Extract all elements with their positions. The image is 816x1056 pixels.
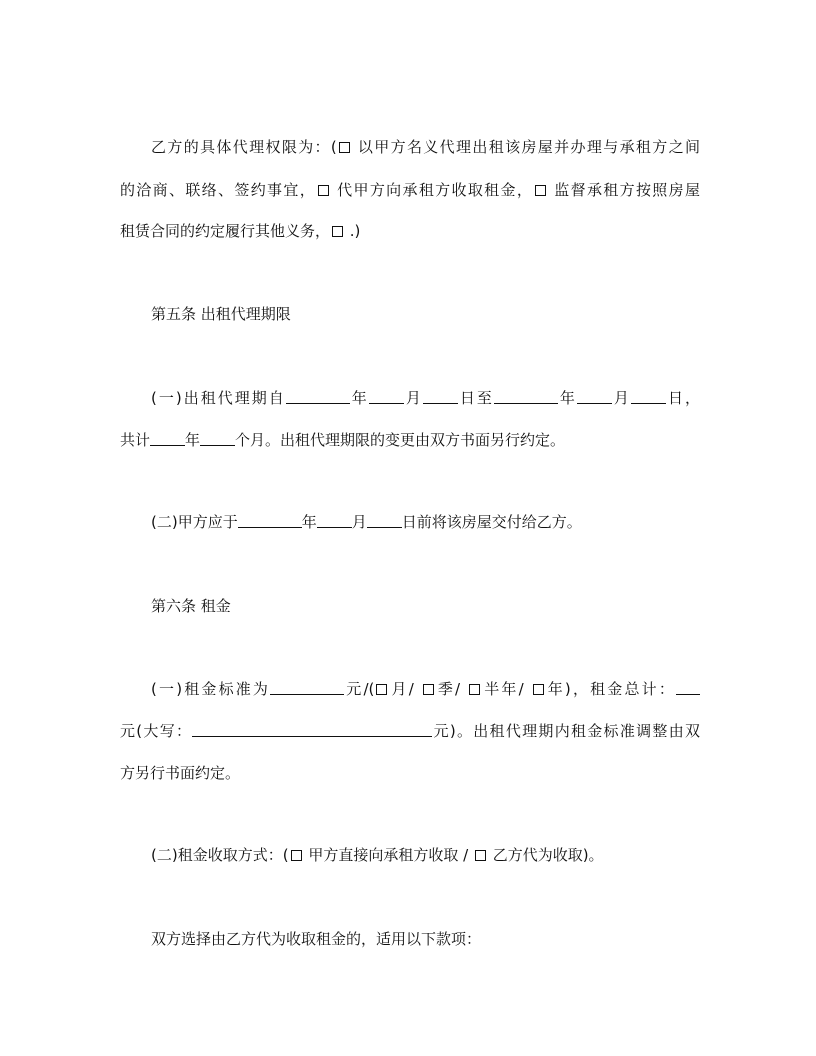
article-5-p1-line-1 [151, 388, 700, 408]
clause-text: (二)租金收取方式：( [151, 846, 289, 864]
blank-field[interactable] [200, 430, 235, 446]
checkbox-icon[interactable] [291, 850, 302, 861]
article-5-p1-line-2 [120, 430, 700, 450]
clause-text: 年 [557, 389, 577, 407]
clause-text: 共计 [120, 431, 151, 449]
authority-text: .) [345, 222, 361, 240]
clause-text: 元)。出租代理期内租金标准调整由双 [432, 722, 700, 740]
blank-field[interactable] [270, 679, 344, 695]
clause-text: 乙方代为收取)。 [487, 846, 604, 864]
blank-field[interactable] [286, 388, 350, 404]
clause-text: 日前将该房屋交付给乙方。 [401, 513, 582, 531]
blank-field[interactable] [577, 388, 612, 404]
article-5-heading: 第五条 出租代理期限 [151, 305, 291, 323]
blank-field[interactable] [150, 430, 185, 446]
blank-field[interactable] [317, 512, 352, 528]
clause-text: 元/( [344, 680, 375, 698]
clause-text: 年 [185, 431, 201, 449]
checkbox-icon[interactable] [475, 850, 486, 861]
article-6-p1-line-2 [120, 721, 700, 741]
blank-field[interactable] [631, 388, 666, 404]
clause-text: 日至 [457, 389, 494, 407]
clause-text: 月/ [389, 680, 421, 698]
article-6-p1-line-1 [151, 679, 700, 699]
clause-text: 元(大写： [120, 722, 193, 740]
checkbox-icon[interactable] [469, 684, 480, 695]
checkbox-icon[interactable] [535, 185, 546, 196]
blank-field[interactable] [369, 388, 404, 404]
clause-text: 年)，租金总计： [545, 680, 676, 698]
authority-line-2 [120, 180, 700, 200]
checkbox-icon[interactable] [376, 684, 387, 695]
clause-text: 季/ [435, 680, 468, 698]
clause-text: 月 [351, 513, 367, 531]
blank-field[interactable] [367, 512, 402, 528]
checkbox-icon[interactable] [318, 185, 329, 196]
article-5-p2 [151, 512, 700, 532]
blank-field[interactable] [676, 679, 700, 695]
authority-line-1 [151, 137, 700, 157]
clause-text: (一)出租代理期自 [151, 389, 286, 407]
clause-text: 年 [301, 513, 317, 531]
article-6-heading: 第六条 租金 [151, 597, 231, 615]
authority-text: 以甲方名义代理出租该房屋并办理与承租方之间 [351, 138, 700, 156]
checkbox-icon[interactable] [423, 684, 434, 695]
checkbox-icon[interactable] [332, 226, 343, 237]
clause-text: 日， [665, 389, 700, 407]
checkbox-icon[interactable] [533, 684, 544, 695]
clause-text: 月 [403, 389, 423, 407]
authority-text: 乙方的具体代理权限为：( [151, 138, 337, 156]
blank-field[interactable] [238, 512, 302, 528]
clause-text: 月 [611, 389, 631, 407]
article-6-p3: 双方选择由乙方代为收取租金的，适用以下款项： [151, 930, 482, 948]
blank-field[interactable] [192, 721, 432, 737]
authority-text: 租赁合同的约定履行其他义务， [120, 222, 331, 240]
clause-text: (一)租金标准为 [151, 680, 271, 698]
clause-text: 年 [349, 389, 369, 407]
blank-field[interactable] [494, 388, 558, 404]
authority-text: 代甲方向承租方收取租金， [331, 181, 534, 199]
authority-text: 监督承租方按照房屋 [548, 181, 700, 199]
clause-text: 个月。出租代理期限的变更由双方书面另行约定。 [235, 431, 566, 449]
article-6-p1-line-3: 方另行书面约定。 [120, 764, 241, 782]
clause-text: 甲方直接向承租方收取 / [303, 846, 473, 864]
checkbox-icon[interactable] [339, 142, 350, 153]
blank-field[interactable] [423, 388, 458, 404]
clause-text: 半年/ [482, 680, 531, 698]
clause-text: (二)甲方应于 [151, 513, 238, 531]
article-6-p2 [151, 845, 700, 865]
authority-line-3 [120, 221, 700, 241]
authority-text: 的洽商、联络、签约事宜， [120, 181, 317, 199]
